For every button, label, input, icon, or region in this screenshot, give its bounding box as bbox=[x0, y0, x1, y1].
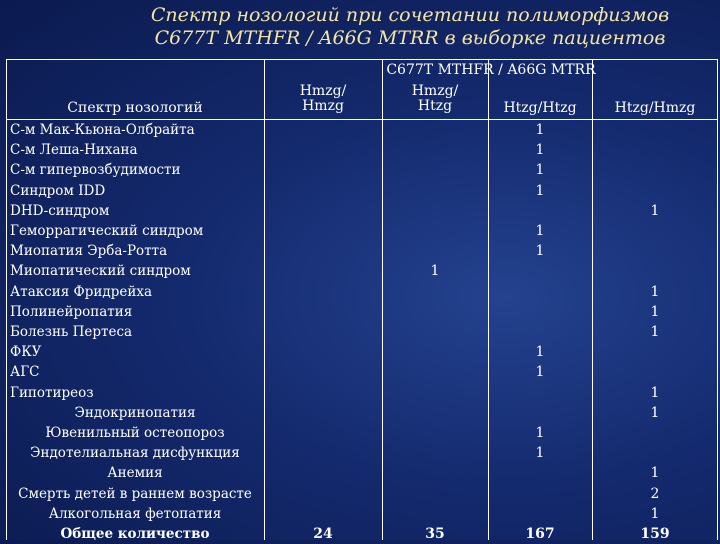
total-value: 167 bbox=[525, 526, 555, 542]
title-line-2: C677T MTHFR / A66G MTRR в выборке пациентов bbox=[154, 27, 666, 49]
count-value: 1 bbox=[535, 162, 545, 179]
total-value: 24 bbox=[313, 526, 333, 542]
count-value: 1 bbox=[650, 303, 660, 320]
row-label: Миопатия Эрба-Ротта bbox=[10, 243, 168, 260]
row-label: АГС bbox=[10, 364, 40, 381]
column-header-htzg-htzg: Htzg/Htzg bbox=[503, 100, 577, 116]
row-label: С-м Леша-Нихана bbox=[10, 142, 138, 159]
total-value: 159 bbox=[640, 526, 670, 542]
total-row-label: Общее количество bbox=[60, 526, 210, 542]
row-label: Геморрагический синдром bbox=[10, 223, 204, 239]
count-value: 1 bbox=[650, 283, 660, 300]
row-header: Спектр нозологий bbox=[67, 100, 203, 116]
count-value: 1 bbox=[535, 364, 545, 381]
count-value: 1 bbox=[535, 425, 545, 441]
row-label: Атаксия Фридрейха bbox=[10, 283, 152, 300]
count-value: 1 bbox=[535, 182, 545, 199]
row-label: Смерть детей в раннем возрасте bbox=[18, 485, 252, 502]
count-value: 1 bbox=[650, 404, 660, 421]
column-header-line: Hmzg/ bbox=[299, 83, 347, 99]
count-value: 1 bbox=[650, 505, 660, 522]
count-value: 1 bbox=[650, 384, 660, 401]
column-header-line: Htzg bbox=[417, 98, 453, 114]
row-label: С-м гипервозбудимости bbox=[10, 162, 181, 179]
count-value: 1 bbox=[535, 344, 545, 361]
column-divider bbox=[382, 59, 383, 540]
column-header-line: Hmzg bbox=[302, 98, 344, 114]
count-value: 1 bbox=[535, 445, 545, 462]
row-label: Полинейропатия bbox=[10, 303, 133, 320]
row-label: Болезнь Пертеса bbox=[10, 324, 133, 340]
count-value: 1 bbox=[535, 122, 545, 138]
row-label: Синдром IDD bbox=[10, 182, 106, 199]
count-value: 2 bbox=[650, 485, 660, 502]
row-label: DHD-синдром bbox=[10, 202, 110, 219]
count-value: 1 bbox=[535, 243, 545, 260]
row-label: С-м Мак-Кьюна-Олбрайта bbox=[10, 122, 195, 138]
column-header-line: Hmzg/ bbox=[411, 83, 459, 99]
count-value: 1 bbox=[535, 142, 545, 159]
row-label: Ювенильный остеопороз bbox=[45, 425, 225, 441]
count-value: 1 bbox=[650, 202, 660, 219]
column-header-hmzg-hmzg bbox=[264, 84, 382, 114]
title-line-1: Спектр нозологий при сочетании полиморфизмов bbox=[150, 4, 670, 26]
total-value: 35 bbox=[425, 526, 445, 542]
group-header: C677T MTHFR / A66G MTRR bbox=[386, 62, 596, 78]
row-label: ФКУ bbox=[10, 344, 42, 361]
row-label: Эндокринопатия bbox=[74, 404, 196, 421]
column-header-hmzg-htzg bbox=[382, 84, 488, 114]
row-label: Алкогольная фетопатия bbox=[48, 505, 222, 522]
slide-title bbox=[110, 4, 710, 50]
row-label: Гипотиреоз bbox=[10, 384, 94, 401]
row-label: Миопатический синдром bbox=[10, 263, 191, 280]
column-divider bbox=[264, 59, 265, 540]
row-label: Анемия bbox=[107, 465, 163, 482]
count-value: 1 bbox=[430, 263, 440, 280]
count-value: 1 bbox=[650, 465, 660, 482]
count-value: 1 bbox=[535, 223, 545, 239]
column-header-htzg-hmzg: Htzg/Hmzg bbox=[614, 100, 696, 116]
count-value: 1 bbox=[650, 324, 660, 340]
row-label: Эндотелиальная дисфункция bbox=[30, 445, 240, 462]
